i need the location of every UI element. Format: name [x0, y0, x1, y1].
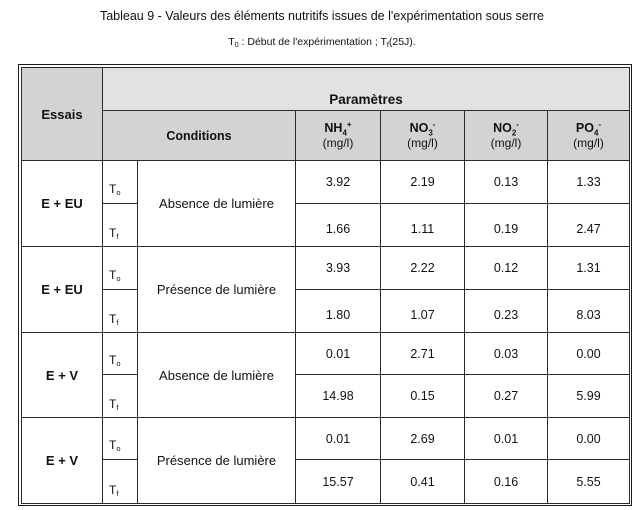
param-nh4-sup: +: [346, 119, 352, 129]
value-cell: 1.66: [296, 204, 381, 247]
table-row: [22, 161, 630, 204]
value-cell: 1.33: [548, 161, 630, 204]
table-row: [22, 204, 630, 247]
time-cell-tf: Tf: [103, 460, 138, 504]
param-po4-sup: -: [598, 119, 602, 129]
legend-tf-sub: f: [386, 42, 389, 49]
value-cell: 0.13: [465, 161, 548, 204]
param-no3-unit: (mg/l): [407, 136, 438, 150]
value-cell: 0.16: [465, 460, 548, 504]
value-cell: 14.98: [296, 375, 381, 418]
param-nh4-base: NH: [324, 121, 343, 135]
value-cell: 2.47: [548, 204, 630, 247]
param-no3-base: NO: [409, 121, 429, 135]
value-cell: 0.01: [296, 418, 381, 460]
value-cell: 0.03: [465, 333, 548, 375]
time-cell-tf: Tf: [103, 290, 138, 333]
conditions-header: Conditions: [103, 111, 296, 161]
param-nh4-sub: 4: [342, 128, 347, 138]
time-cell-t0: To: [103, 161, 138, 204]
param-header-no2: [465, 111, 548, 161]
table-row: [22, 333, 630, 375]
condition-cell: Absence de lumière: [138, 333, 296, 418]
param-header-po4: [548, 111, 630, 161]
value-cell: 2.71: [381, 333, 465, 375]
time-cell-t0: To: [103, 333, 138, 375]
param-no2-sup: -: [516, 119, 519, 129]
param-nh4-unit: (mg/l): [322, 136, 354, 150]
value-cell: 8.03: [548, 290, 630, 333]
value-cell: 3.93: [296, 247, 381, 290]
param-po4-sub: 4: [593, 128, 599, 138]
table-row: [22, 247, 630, 290]
legend-t0-letter: T: [228, 36, 235, 48]
value-cell: 0.19: [465, 204, 548, 247]
essai-cell: E + V: [22, 333, 103, 418]
value-cell: 1.07: [381, 290, 465, 333]
value-cell: 0.01: [296, 333, 381, 375]
header-row-2: [22, 111, 630, 161]
value-cell: 5.99: [548, 375, 630, 418]
value-cell: 0.15: [381, 375, 465, 418]
value-cell: 5.55: [548, 460, 630, 504]
condition-cell: Présence de lumière: [138, 418, 296, 504]
value-cell: 0.27: [465, 375, 548, 418]
value-cell: 2.22: [381, 247, 465, 290]
value-cell: 3.92: [296, 161, 381, 204]
value-cell: 1.31: [548, 247, 630, 290]
param-header-nh4: [296, 111, 381, 161]
param-no2-sub: 2: [511, 128, 517, 138]
time-cell-tf: Tf: [103, 375, 138, 418]
table-legend: [0, 36, 644, 49]
param-no2-base: NO: [493, 121, 512, 135]
value-cell: 15.57: [296, 460, 381, 504]
table-row: [22, 290, 630, 333]
legend-tf-text: (25J).: [388, 36, 416, 48]
essai-cell: E + EU: [22, 161, 103, 247]
value-cell: 2.19: [381, 161, 465, 204]
essai-cell: E + V: [22, 418, 103, 504]
value-cell: 0.12: [465, 247, 548, 290]
condition-cell: Présence de lumière: [138, 247, 296, 333]
param-po4-unit: (mg/l): [573, 136, 604, 150]
param-no3-sub: 3: [428, 128, 433, 138]
essais-header: Essais: [22, 68, 103, 161]
param-no2-unit: (mg/l): [490, 136, 522, 150]
table-row: [22, 460, 630, 504]
value-cell: 0.00: [548, 333, 630, 375]
condition-cell: Absence de lumière: [138, 161, 296, 247]
table-row: [22, 375, 630, 418]
value-cell: 1.80: [296, 290, 381, 333]
time-cell-t0: To: [103, 247, 138, 290]
header-row-1: [22, 68, 630, 111]
time-cell-t0: To: [103, 418, 138, 460]
table-row: [22, 418, 630, 460]
essai-cell: E + EU: [22, 247, 103, 333]
value-cell: 0.00: [548, 418, 630, 460]
value-cell: 1.11: [381, 204, 465, 247]
parametres-header: Paramètres: [103, 68, 630, 111]
param-header-no3: [381, 111, 465, 161]
param-po4-base: PO: [575, 121, 594, 135]
legend-t0-sub: 0: [234, 42, 239, 49]
nutrient-table: [21, 67, 630, 504]
value-cell: 0.01: [465, 418, 548, 460]
time-cell-tf: Tf: [103, 204, 138, 247]
table-caption: Tableau 9 - Valeurs des éléments nutritifs issues de l'expérimentation sous serre: [99, 9, 545, 23]
value-cell: 0.41: [381, 460, 465, 504]
value-cell: 2.69: [381, 418, 465, 460]
value-cell: 0.23: [465, 290, 548, 333]
legend-t0-text: : Début de l'expérimentation ; T: [238, 36, 387, 48]
param-no3-sup: -: [432, 119, 436, 129]
